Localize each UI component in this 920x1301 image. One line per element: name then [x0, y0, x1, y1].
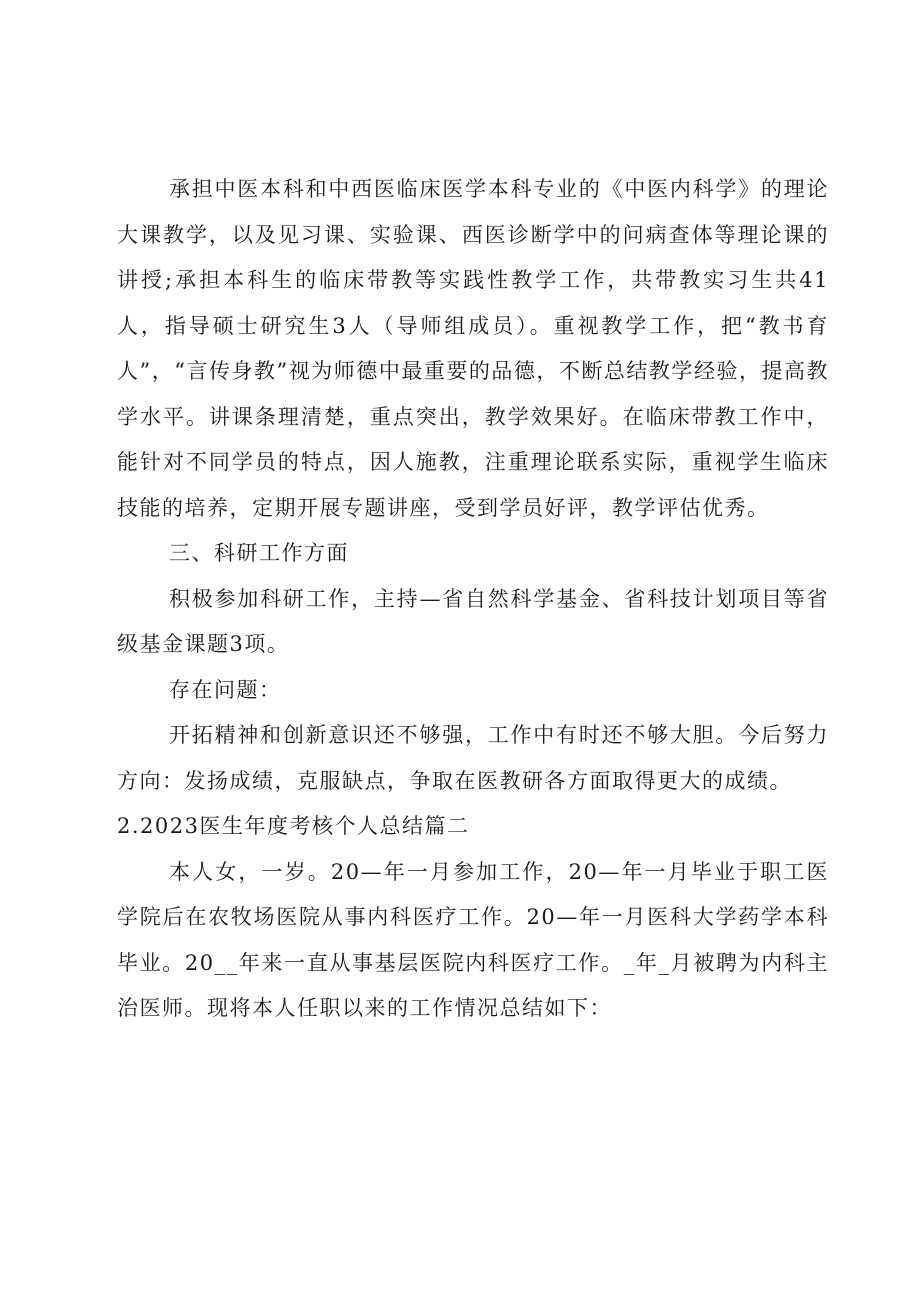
- paragraph-introduction: 本人女，一岁。20—年一月参加工作，20—年一月毕业于职工医学院后在农牧场医院从事内科医疗工作。20—年一月医科大学药学本科毕业。20__年来一直从事基层医院内科医疗工作。_年_月被聘为内科主治医师。现将本人任职以来的工作情况总结如下：: [117, 859, 829, 1020]
- document-body: [117, 167, 829, 1032]
- paragraph-problems: 开拓精神和创新意识还不够强，工作中有时还不够大胆。今后努力方向：发扬成绩，克服缺点，争取在医教研各方面取得更大的成绩。: [117, 723, 829, 793]
- paragraph-teaching: 承担中医本科和中西医临床医学本科专业的《中医内科学》的理论大课教学，以及见习课、实验课、西医诊断学中的问病查体等理论课的讲授;承担本科生的临床带教等实践性教学工作，共带教实习生共41人，指导硕士研究生3人（导师组成员）。重视教学工作，把“教书育人”，“言传身教”视为师德中最重要的品德，不断总结教学经验，提高教学水平。讲课条理清楚，重点突出，教学效果好。在临床带教工作中，能针对不同学员的特点，因人施教，注重理论联系实际，重视学生临床技能的培养，定期开展专题讲座，受到学员好评，教学评估优秀。: [117, 177, 829, 520]
- section-heading-problems: 存在问题：: [169, 677, 282, 702]
- article-title-part-two: 2.2023医生年度考核个人总结篇二: [117, 814, 470, 838]
- paragraph-research: 积极参加科研工作，主持—省自然科学基金、省科技计划项目等省级基金课题3项。: [117, 586, 829, 656]
- section-heading-research: 三、科研工作方面: [169, 541, 349, 565]
